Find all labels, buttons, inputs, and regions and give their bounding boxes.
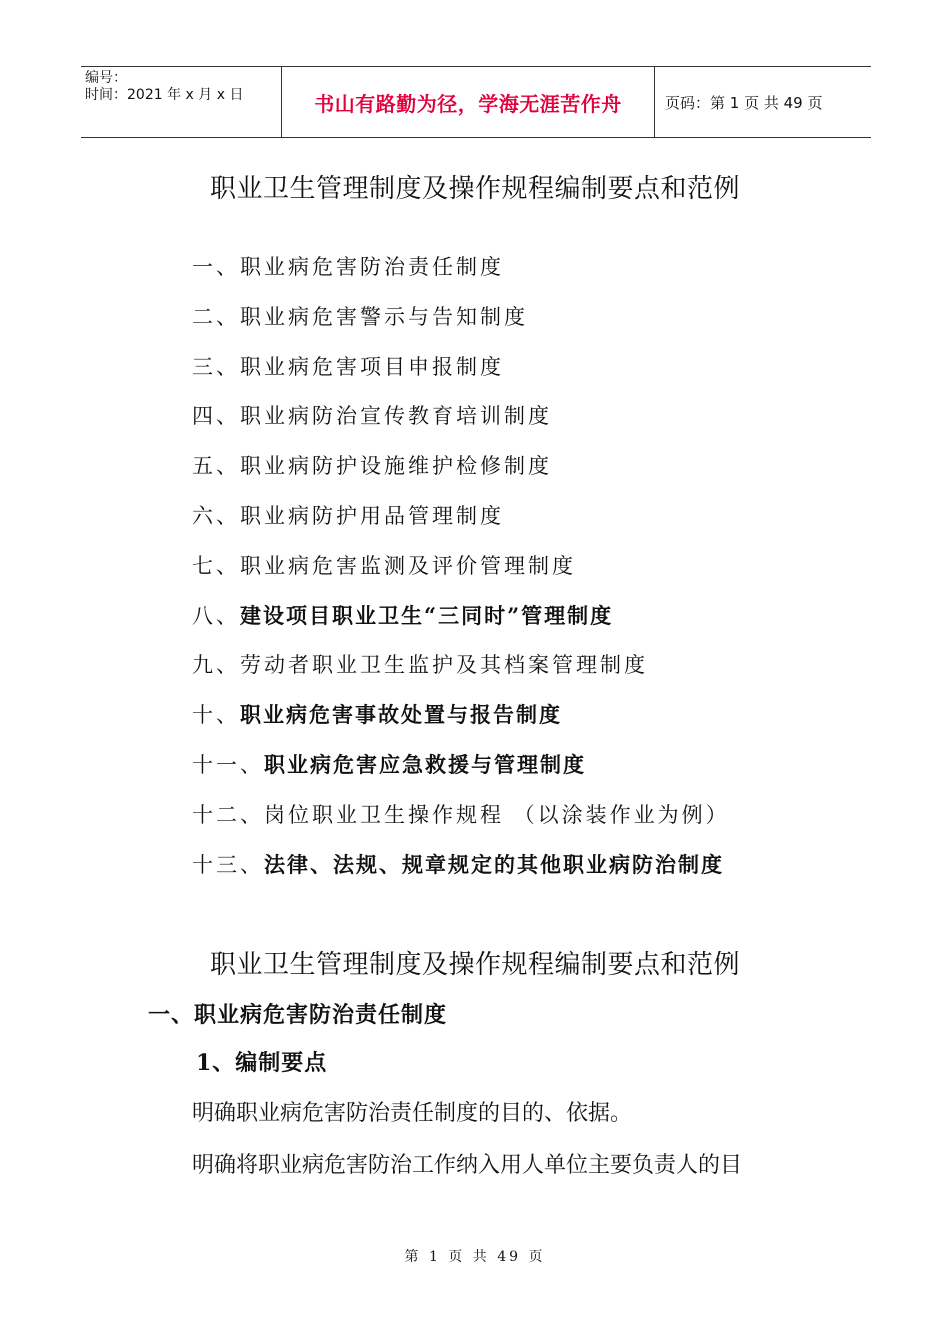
header-page-info: 页码：第 1 页 共 49 页 — [665, 93, 823, 112]
toc-item — [192, 248, 730, 298]
toc-item-text: 劳动者职业卫生监护及其档案管理制度 — [240, 653, 648, 678]
toc-item-number: 四、 — [192, 404, 240, 429]
toc-item-number: 十三、 — [192, 852, 264, 877]
toc-item-number: 六、 — [192, 503, 240, 528]
section-title: 职业卫生管理制度及操作规程编制要点和范例 — [209, 950, 740, 980]
time-label: 时间：2021 年 x 月 x 日 — [85, 87, 244, 103]
toc-item — [192, 547, 730, 597]
toc-item — [192, 846, 730, 896]
toc-item-number: 五、 — [192, 454, 240, 479]
header-meta — [81, 67, 281, 137]
toc-item-text: 职业病防治宣传教育培训制度 — [240, 404, 552, 429]
number-label: 编号： — [85, 70, 127, 86]
toc-item-text: 法律、法规、规章规定的其他职业病防治制度 — [264, 851, 724, 877]
motto: 书山有路勤为径，学海无涯苦作舟 — [314, 91, 622, 116]
page-header — [81, 66, 871, 138]
toc-item — [192, 348, 730, 398]
toc-item-text: 职业病危害应急救援与管理制度 — [264, 751, 586, 777]
toc-item-text: 职业病危害事故处置与报告制度 — [240, 702, 562, 728]
page-footer: 第 1 页 共 49 页 — [404, 1249, 546, 1265]
toc-item — [192, 696, 730, 746]
section-heading: 一、职业病危害防治责任制度 — [148, 1002, 448, 1028]
toc-item — [192, 298, 730, 348]
document-title: 职业卫生管理制度及操作规程编制要点和范例 — [209, 174, 740, 204]
subsection-heading: 1、编制要点 — [196, 1050, 328, 1076]
toc-item-text: 岗位职业卫生操作规程 （以涂装作业为例） — [264, 802, 730, 827]
toc-item — [192, 497, 730, 547]
toc-item-number: 三、 — [192, 354, 240, 379]
toc-item-number: 八、 — [192, 603, 240, 628]
toc-item-text: 职业病防护设施维护检修制度 — [240, 454, 552, 479]
header-motto-cell — [281, 67, 655, 137]
toc-item-text: 职业病危害项目申报制度 — [240, 354, 504, 379]
toc-item-number: 十、 — [192, 703, 240, 728]
toc-item-number: 十一、 — [192, 752, 264, 777]
toc-item-text: 职业病危害防治责任制度 — [240, 255, 504, 279]
toc-item-number: 一、 — [192, 255, 240, 279]
toc-item-number: 十二、 — [192, 802, 264, 827]
toc-item-text: 职业病危害监测及评价管理制度 — [240, 553, 576, 578]
toc-item-text: 职业病危害警示与告知制度 — [240, 304, 528, 329]
toc-item — [192, 397, 730, 447]
toc-item-text: 建设项目职业卫生“三同时”管理制度 — [240, 602, 614, 628]
paragraph: 明确职业病危害防治责任制度的目的、依据。 — [192, 1101, 633, 1126]
toc-item — [192, 796, 730, 846]
toc-item-number: 九、 — [192, 653, 240, 678]
table-of-contents — [192, 248, 730, 895]
toc-item — [192, 597, 730, 647]
toc-item — [192, 746, 730, 796]
toc-item-number: 七、 — [192, 553, 240, 578]
toc-item-text: 职业病防护用品管理制度 — [240, 503, 504, 528]
toc-item — [192, 646, 730, 696]
toc-item — [192, 447, 730, 497]
toc-item-number: 二、 — [192, 304, 240, 329]
paragraph: 明确将职业病危害防治工作纳入用人单位主要负责人的目 — [192, 1153, 743, 1178]
